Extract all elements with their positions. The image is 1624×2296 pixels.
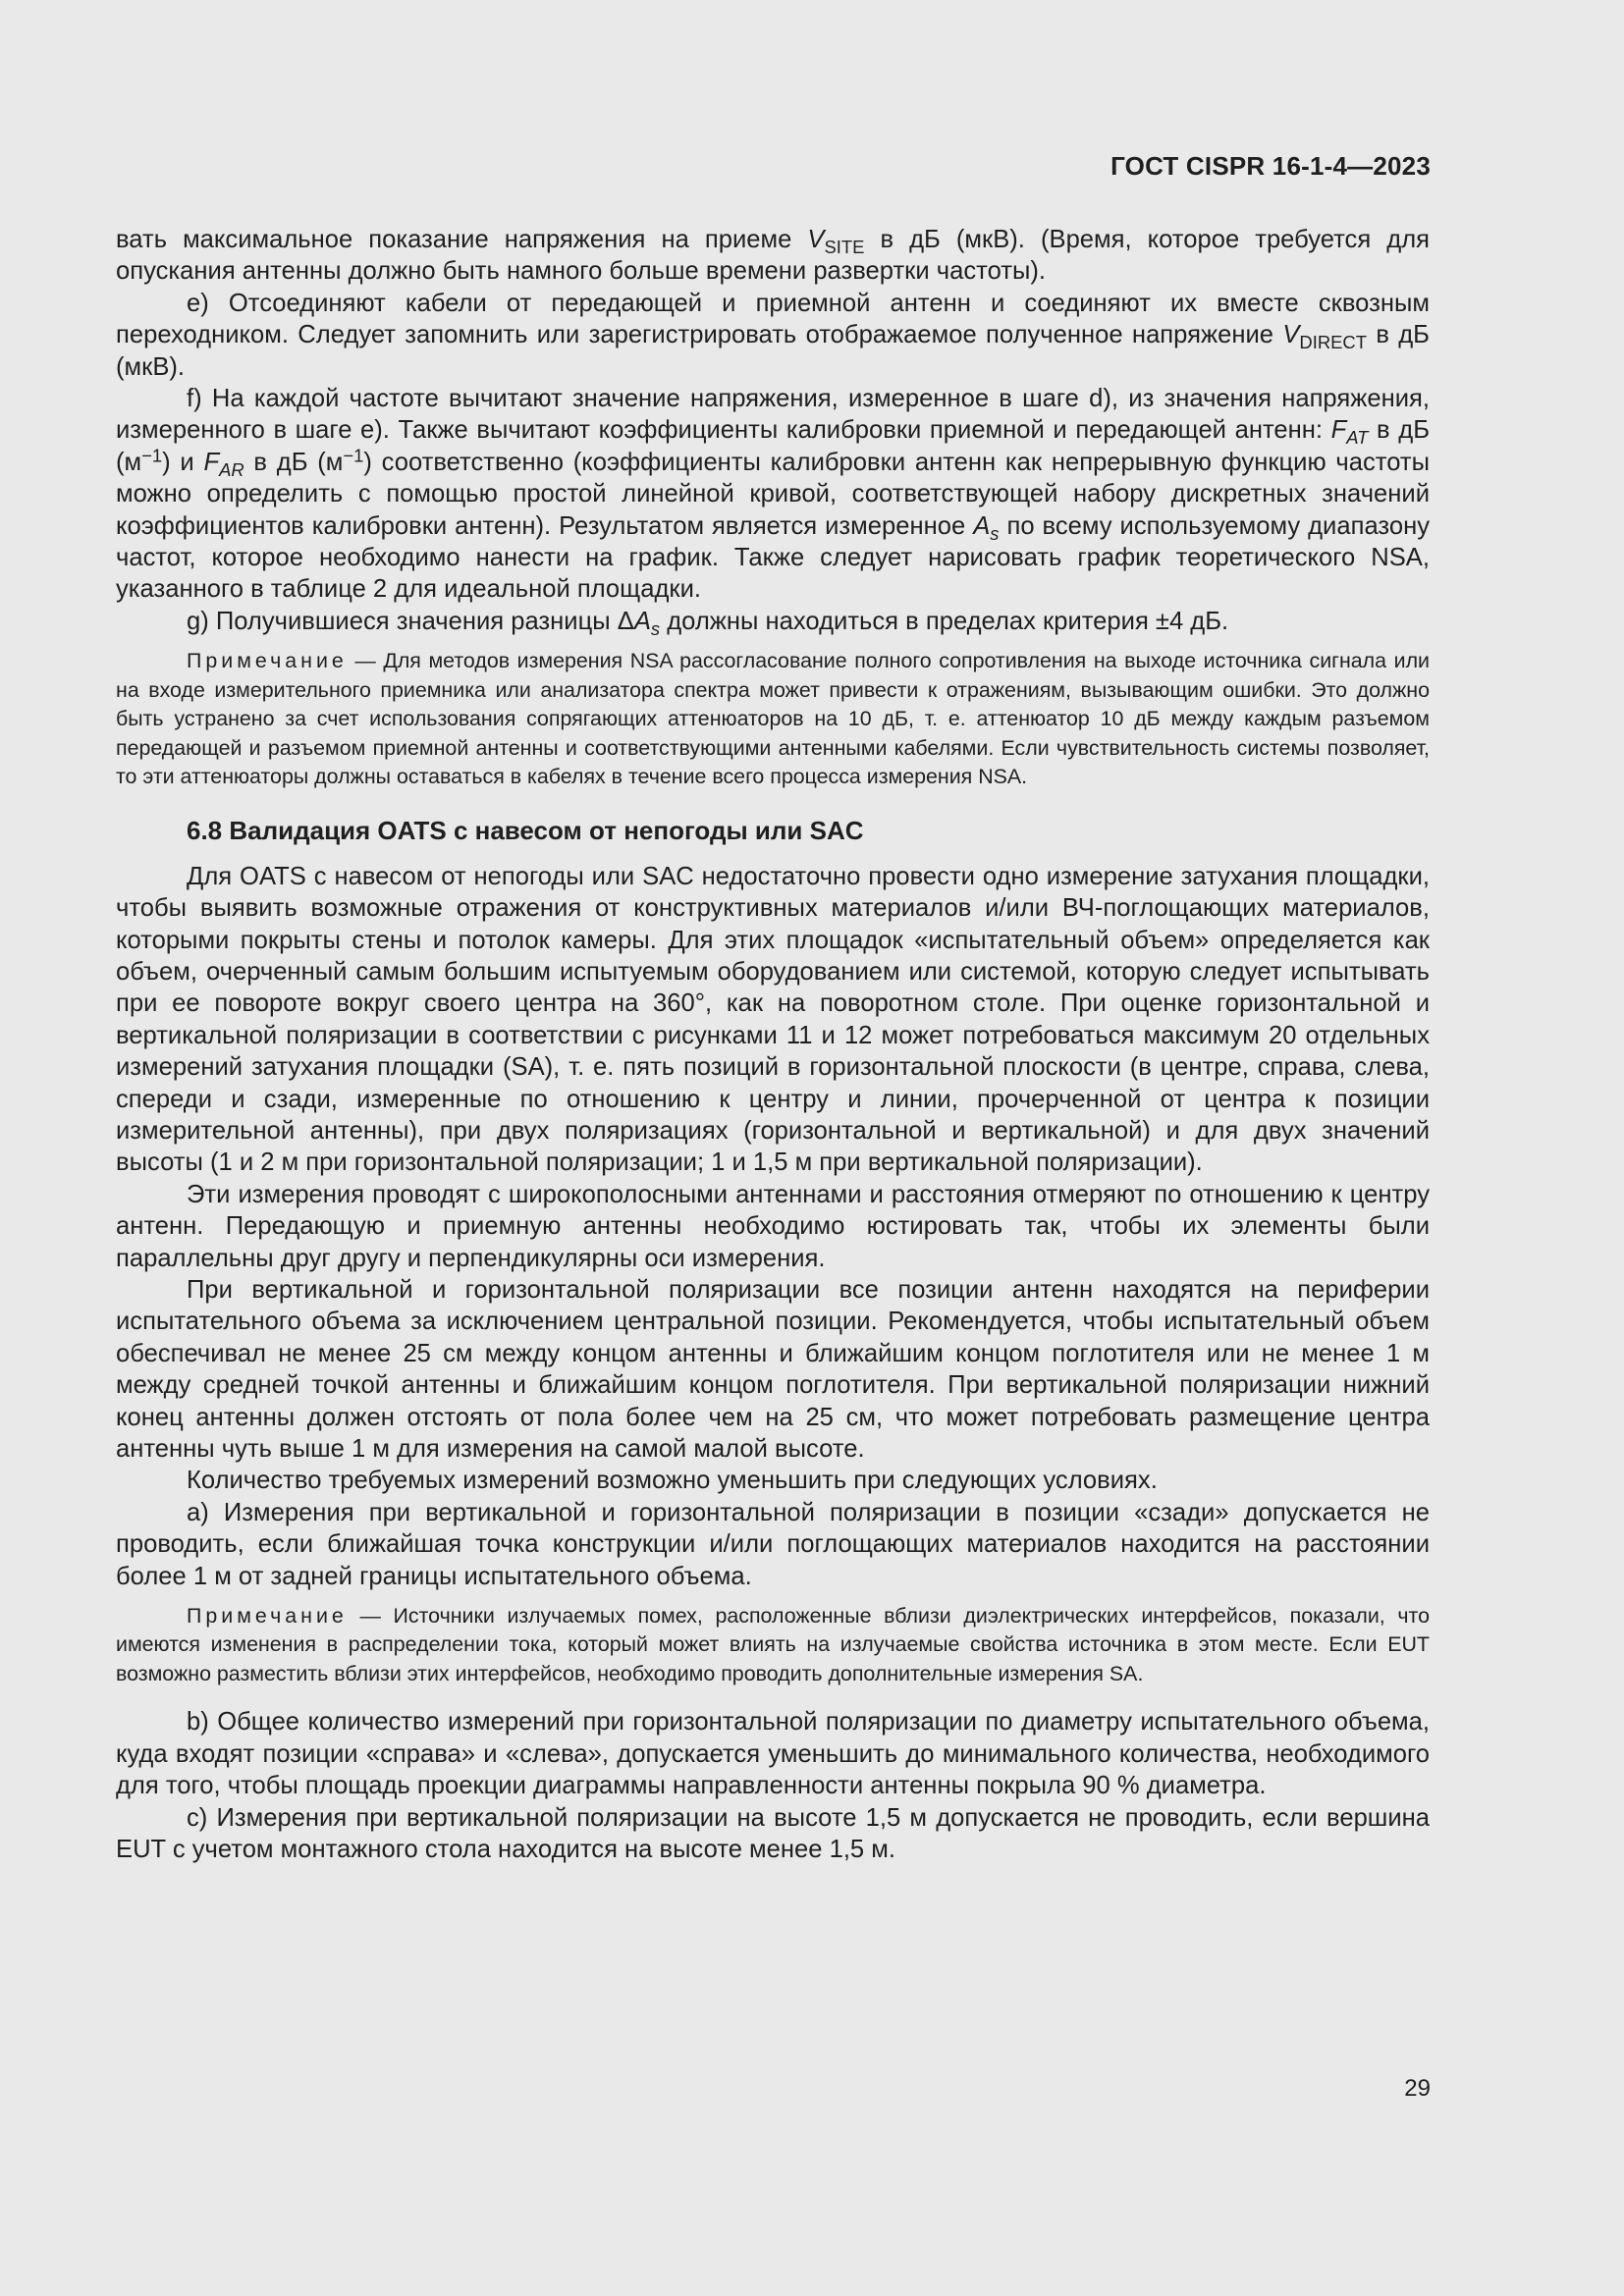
- list-item-c: c) Измерения при вертикальной поляризации на высоте 1,5 м допускается не проводить, если вершина EUT с учетом монтажного стола находится на высоте менее 1,5 м.: [116, 1803, 1430, 1863]
- body-paragraph: При вертикальной и горизонтальной поляризации все позиции антенн находятся на периферии испытательного объема за исключением центральной позиции. Рекомендуется, чтобы испытательный объем обеспечивал не менее 25 см между концом антенны и ближайшим концом поглотителя или не менее 1 м между средней точкой антенны и ближайшим концом поглотителя. При вертикальной поляризации нижний конец антенны должен отстоять от пола более чем на 25 см, что может потребовать размещение центра антенны чуть выше 1 м для измерения на самой малой высоте.: [116, 1276, 1430, 1464]
- page-content: [116, 224, 1430, 1865]
- paragraph-continuation: вать максимальное показание напряжения на приеме $V_{SITE}$ в дБ (мкВ). (Время, которое требуется для опускания антенны должно быть намного больше времени развертки частоты).: [116, 226, 1430, 286]
- body-paragraph: Количество требуемых измерений возможно уменьшить при следующих условиях.: [187, 1467, 1158, 1495]
- section-heading: 6.8 Валидация OATS с навесом от непогоды или SAC: [187, 816, 864, 846]
- note-nsa-attenuators: Примечание — Для методов измерения NSA рассогласование полного сопротивления на выходе источника сигнала или на входе измерительного приемника или анализатора спектра может привести к отражениям, вызывающим ошибки. Это должно быть устранено за счет использования сопрягающих аттенюаторов на 10 дБ, т. е. аттенюатор 10 дБ между каждым разъемом передающей и разъемом приемной антенны и соответствующими антенными кабелями. Если чувствительность системы позволяет, то эти аттенюаторы должны оставаться в кабелях в течение всего процесса измерения NSA.: [116, 649, 1430, 788]
- body-paragraph: Для OATS с навесом от непогоды или SAC недостаточно провести одно измерение затухания площадки, чтобы выявить возможные отражения от конструктивных материалов и/или ВЧ-поглощающих материалов, которыми покрыты стены и потолок камеры. Для этих площадок «испытательный объем» определяется как объем, очерченный самым большим испытуемым оборудованием или системой, которую следует испытывать при ее повороте вокруг своего центра на 360°, как на поворотном столе. При оценке горизонтальной и вертикальной поляризации в соответствии с рисунками 11 и 12 может потребоваться максимум 20 отдельных измерений затухания площадки (SA), т. е. пять позиций в горизонтальной плоскости (в центре, справа, слева, спереди и сзади, измеренные по отношению к центру и линии, прочерченной от центра к позиции измерительной антенны), при двух поляризациях (горизонтальной и вертикальной) и для двух значений высоты (1 и 2 м при горизонтальной поляризации; 1 и 1,5 м при вертикальной поляризации).: [116, 862, 1430, 1177]
- paragraph-step-e: e) Отсоединяют кабели от передающей и приемной антенн и соединяют их вместе сквозным переходником. Следует запомнить или зарегистрировать отображаемое полученное напряжение $V_{DIRECT}$ в дБ (мкВ).: [116, 289, 1430, 381]
- note-label: Примечание: [187, 649, 348, 673]
- list-item-a: a) Измерения при вертикальной и горизонтальной поляризации в позиции «сзади» допускается не проводить, если ближайшая точка конструкции и/или поглощающих материалов находится на расстоянии более 1 м от задней границы испытательного объема.: [116, 1498, 1430, 1590]
- document-header: ГОСТ CISPR 16-1-4—2023: [1110, 151, 1431, 181]
- body-paragraph: Эти измерения проводят с широкополосными антеннами и расстояния отмеряют по отношению к центру антенн. Передающую и приемную антенны необходимо юстировать так, чтобы их элементы были параллельны друг другу и перпендикулярны оси измерения.: [116, 1180, 1430, 1272]
- page-number: 29: [1404, 2075, 1431, 2102]
- paragraph-step-g: g) Получившиеся значения разницы $\Delta A_s$ должны находиться в пределах критерия ±4 дБ.: [187, 607, 1229, 639]
- list-item-b: b) Общее количество измерений при горизонтальной поляризации по диаметру испытательного объема, куда входят позиции «справа» и «слева», допускается уменьшить до минимального количества, необходимого для того, чтобы площадь проекции диаграммы направленности антенны покрыла 90 % диаметра.: [116, 1708, 1430, 1800]
- paragraph-step-f: f) На каждой частоте вычитают значение напряжения, измеренное в шаге d), из значения напряжения, измеренного в шаге e). Также вычитают коэффициенты калибровки приемной и передающей антенн: $F_{AT}$ в дБ $(м^{-1})$ и $F_{AR}$ в дБ $(м^{-1})$ соответственно (коэффициенты калибровки антенн как непрерывную функцию частоты можно определить с помощью простой линейной кривой, соответствующей набору дискретных значений коэффициентов калибровки антенн). Результатом является измеренное $A_s$ по всему используемому диапазону частот, которое необходимо нанести на график. Также следует нарисовать график теоретического NSA, указанного в таблице 2 для идеальной площадки.: [116, 385, 1431, 604]
- note-label: Примечание: [187, 1604, 348, 1629]
- note-dielectric-interfaces: Примечание — Источники излучаемых помех, расположенные вблизи диэлектрических интерфейсов, показали, что имеются изменения в распределении тока, который может влиять на излучаемые свойства источника в этом месте. Если EUT возможно разместить вблизи этих интерфейсов, необходимо проводить дополнительные измерения SA.: [116, 1604, 1430, 1685]
